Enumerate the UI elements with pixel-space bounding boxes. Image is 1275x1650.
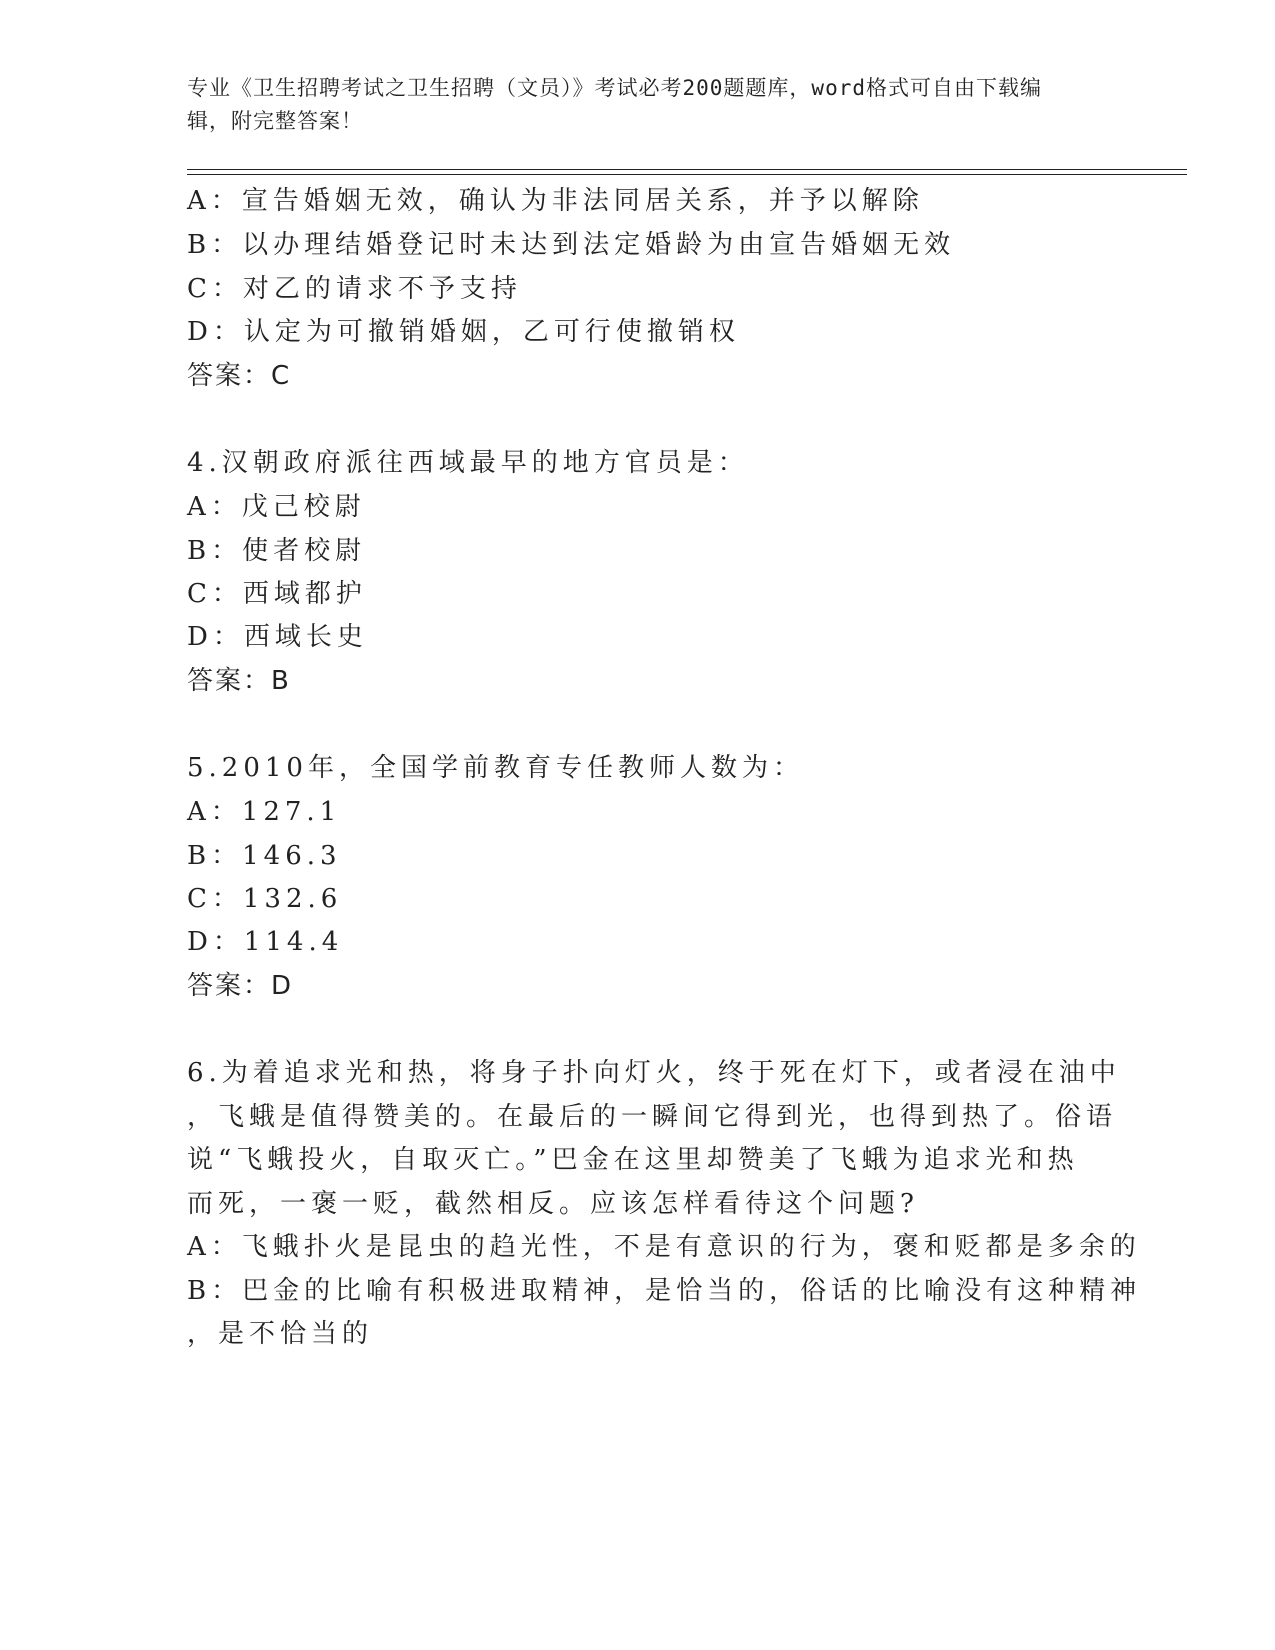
q4-option-a: A：戊己校尉 [187,492,366,522]
q6-option-b: B：巴金的比喻有积极进取精神，是恰当的，俗话的比喻没有这种精神 [187,1276,1142,1306]
q4-option-c: C：西域都护 [187,579,367,609]
document-header: 专业《卫生招聘考试之卫生招聘（文员）》考试必考200题题库，word格式可自由下载编辑，附完整答案！ [187,76,1042,133]
q3-answer: 答案：C [187,361,292,391]
q5-answer: 答案：D [187,971,294,1001]
q6-stem-line-1: 6.为着追求光和热，将身子扑向灯火，终于死在灯下，或者浸在油中 [187,1058,1121,1088]
q5-option-b: B：146.3 [187,841,342,871]
q4-option-b: B：使者校尉 [187,536,367,566]
q3-option-a: A：宣告婚姻无效，确认为非法同居关系，并予以解除 [187,186,924,216]
q6-stem-line-2: ，飞蛾是值得赞美的。在最后的一瞬间它得到光，也得到热了。俗语 [187,1102,1118,1132]
q5-option-a: A：127.1 [187,797,342,827]
q4-answer: 答案：B [187,666,291,696]
q5-stem: 5.2010年，全国学前教育专任教师人数为： [187,753,804,783]
q5-option-d: D：114.4 [187,927,344,957]
header-divider-bottom [187,174,1187,175]
q3-option-c: C：对乙的请求不予支持 [187,274,522,304]
q3-option-d: D：认定为可撤销婚姻，乙可行使撤销权 [187,317,740,347]
q3-option-b: B：以办理结婚登记时未达到法定婚龄为由宣告婚姻无效 [187,230,956,260]
q6-stem-line-3: 说“飞蛾投火，自取灭亡。”巴金在这里却赞美了飞蛾为追求光和热 [187,1145,1079,1175]
q6-stem-line-4: 而死，一褒一贬，截然相反。应该怎样看待这个问题? [187,1189,919,1219]
q4-stem: 4.汉朝政府派往西域最早的地方官员是： [187,448,749,478]
q6-option-a: A：飞蛾扑火是昆虫的趋光性，不是有意识的行为，褒和贬都是多余的 [187,1232,1141,1262]
q5-option-c: C：132.6 [187,884,343,914]
q4-option-d: D：西域长史 [187,622,368,652]
header-divider-top [187,169,1187,170]
q6-option-b-continued: ，是不恰当的 [187,1319,374,1349]
